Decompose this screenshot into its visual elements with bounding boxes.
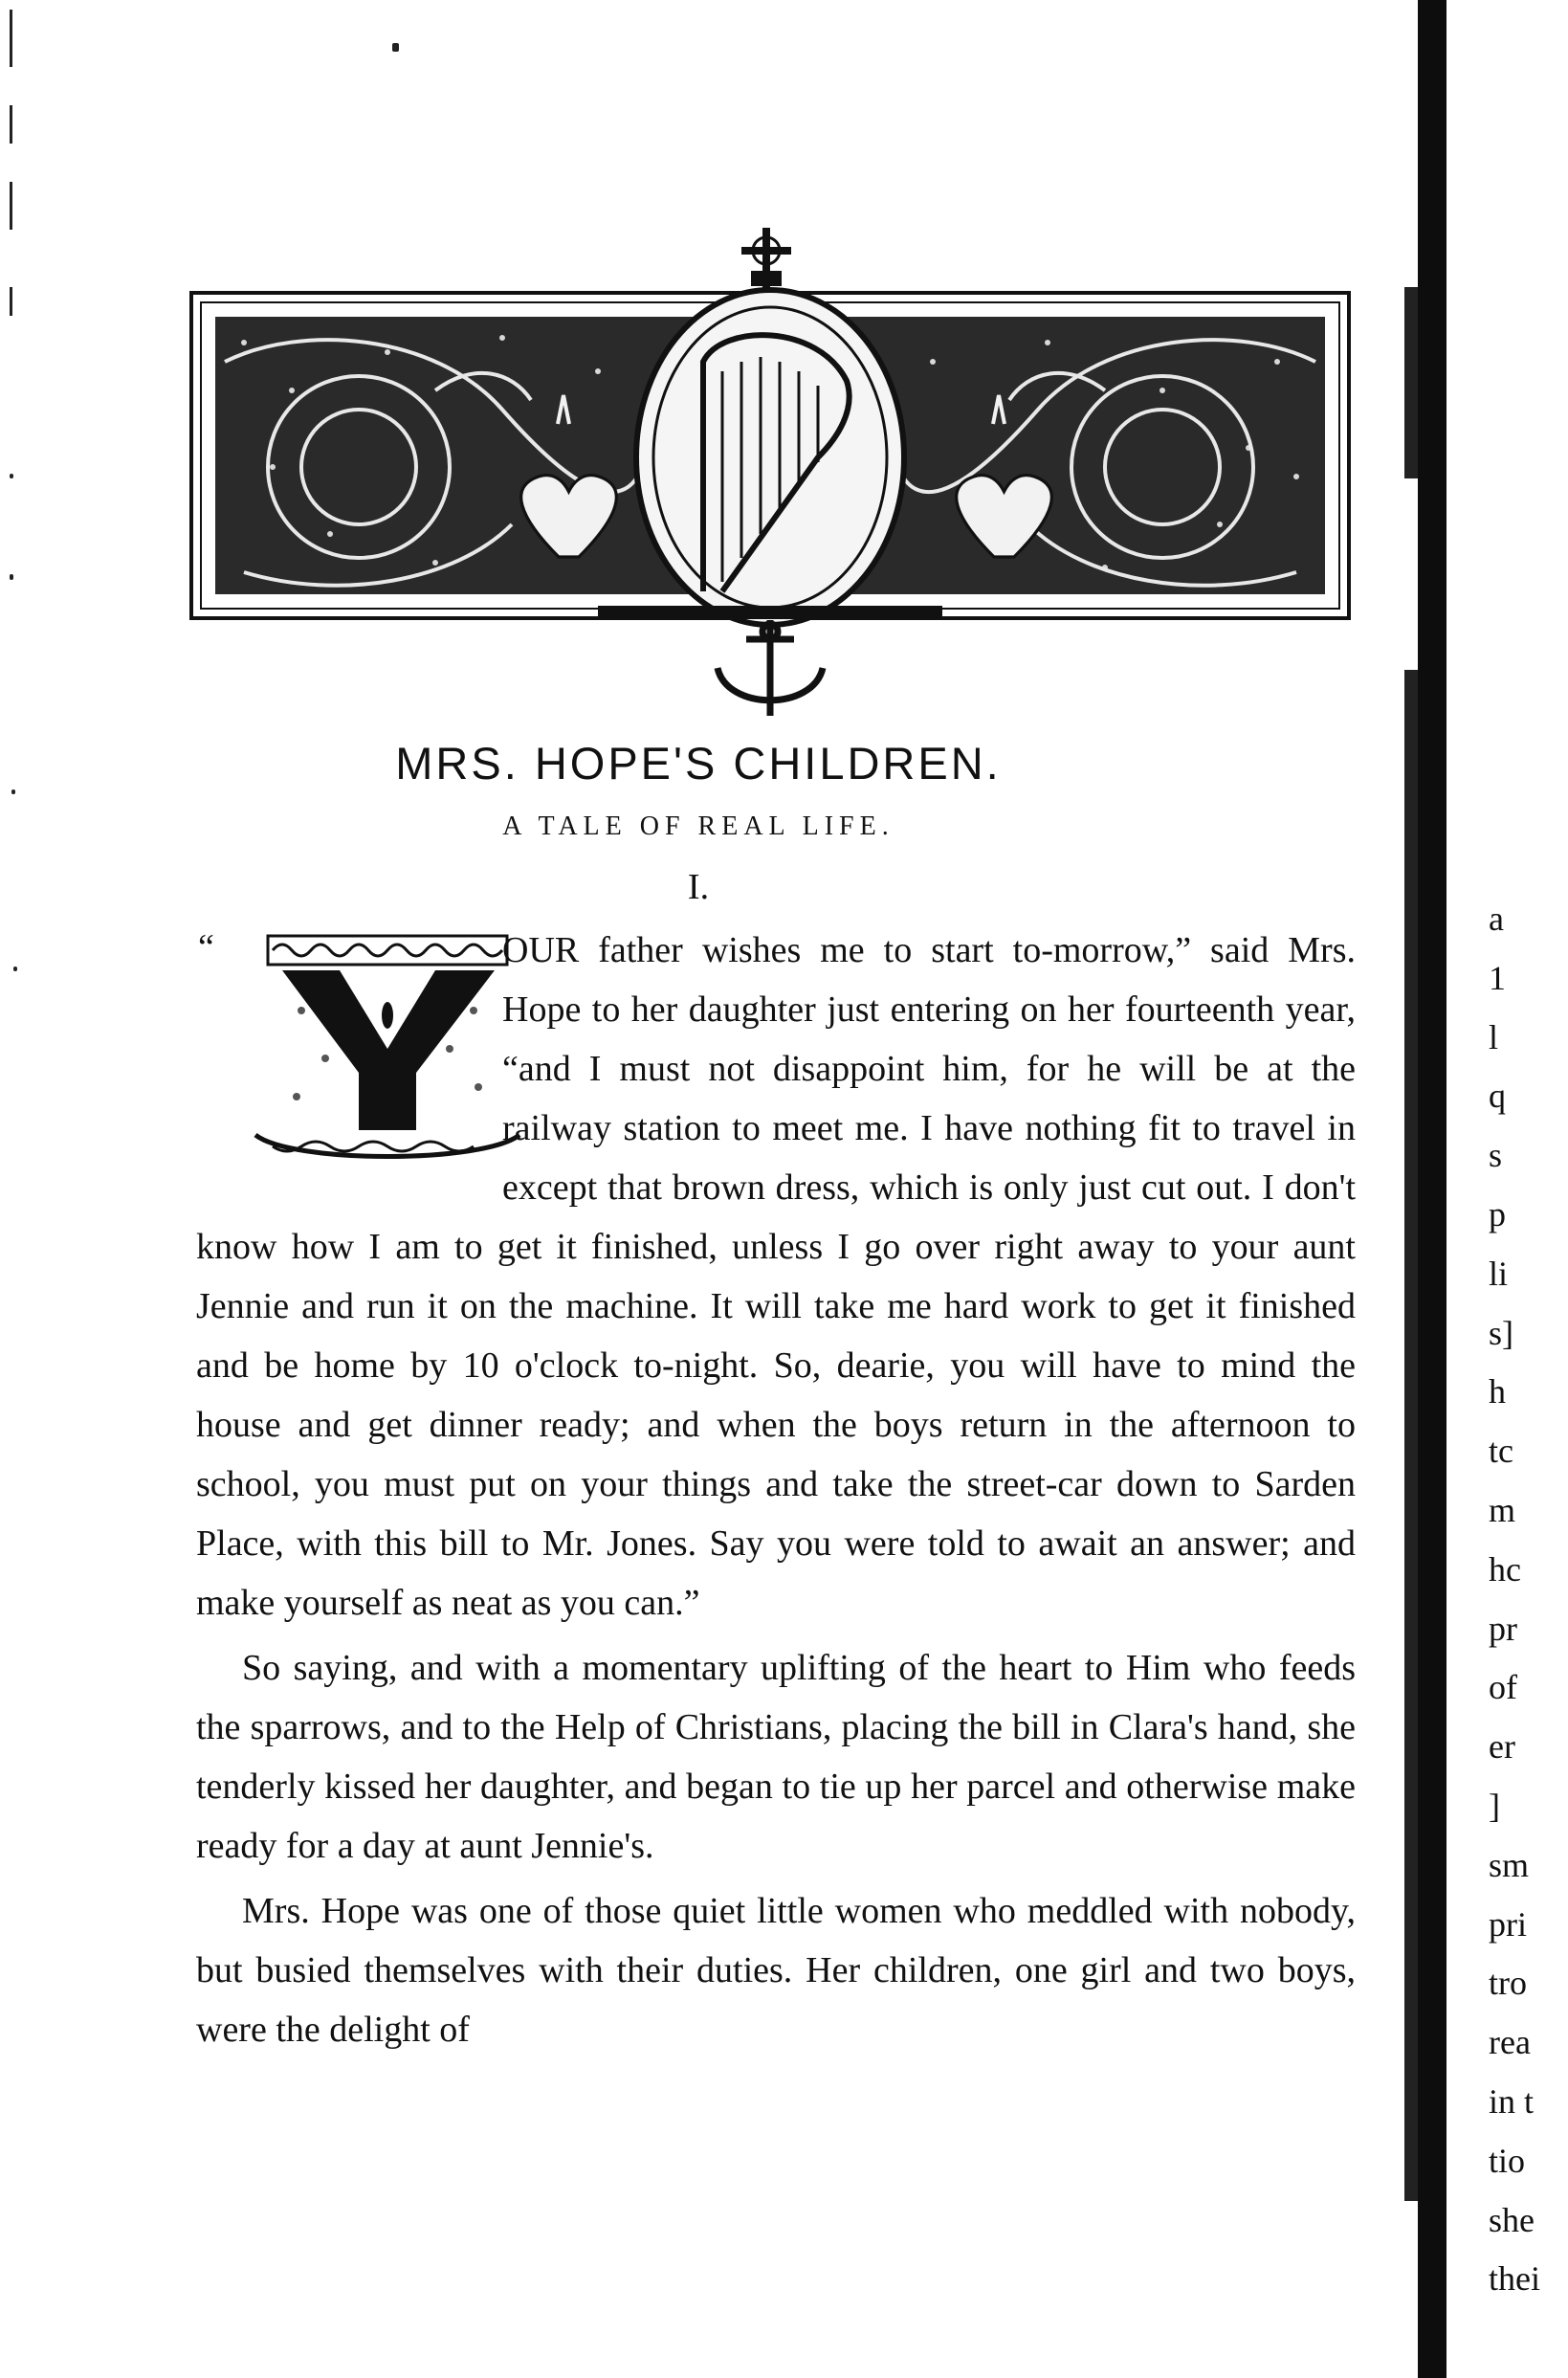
facing-page-fragment: rea: [1489, 2023, 1531, 2062]
opening-quote: “: [198, 927, 214, 967]
paragraph: So saying, and with a momentary uplifting of the heart to Him who feeds the sparrows, and to the Help of Christians, placing the bill in Clara's hand, she tenderly kissed her daughter, and began to tie up her parcel and otherwise make ready for a day at aunt Jennie's.: [196, 1648, 1356, 1866]
story-subtitle: A TALE OF REAL LIFE.: [502, 811, 894, 841]
facing-page-fragment: p: [1489, 1194, 1506, 1233]
facing-page-fragment: pri: [1489, 1904, 1527, 1944]
paragraph: Mrs. Hope was one of those quiet little women who meddled with nobody, but busied themselves with their duties. Her children, one girl and two boys, were the delight of: [196, 1891, 1356, 2050]
story-title: MRS. HOPE'S CHILDREN.: [395, 738, 1002, 789]
spine-speck: [1404, 670, 1418, 2201]
facing-page-fragment: l: [1489, 1017, 1499, 1056]
book-spine-shadow: [1418, 0, 1447, 2378]
scan-speck: [10, 474, 13, 478]
facing-page-fragment: thei: [1489, 2259, 1540, 2299]
chapter-number: I.: [687, 867, 710, 907]
facing-page-fragment: ]: [1489, 1786, 1500, 1825]
facing-page-fragment: li: [1489, 1254, 1509, 1293]
ornamental-banner: [187, 218, 1354, 725]
facing-page-fragment: 1: [1489, 958, 1506, 997]
drop-cap-letter: Y: [380, 964, 395, 985]
facing-page-fragment: hc: [1489, 1549, 1521, 1589]
anchor-icon: [718, 620, 823, 716]
facing-page-fragment: in t: [1489, 2081, 1535, 2121]
facing-page-fragment: pr: [1489, 1609, 1517, 1648]
facing-page-fragment: h: [1489, 1372, 1506, 1411]
story-body: [196, 921, 1356, 2059]
scan-speck: [11, 789, 15, 794]
facing-page-fragment: er: [1489, 1727, 1515, 1767]
facing-page-fragment: tc: [1489, 1432, 1513, 1471]
scan-speck: [13, 967, 17, 971]
facing-page-fragment: sm: [1489, 1845, 1530, 1884]
spine-speck: [1404, 287, 1418, 478]
scan-speck: [392, 43, 399, 52]
facing-page-fragment: s]: [1489, 1313, 1513, 1352]
scan-speck: [10, 574, 13, 580]
facing-page-fragments: [1489, 890, 1568, 2309]
paragraph: OUR father wishes me to start to-morrow,” said Mrs. Hope to her daughter just entering on her fourteenth year, “and I must not disappoint him, for he will be at the railway station to meet me. I have nothing fit to travel in except that brown dress, which is only just cut out. I don't know how I am to get it finished, unless I go over right away to your aunt Jennie and run it on the machine. It will take me hard work to get it finished and be home by 10 o'clock to-night. So, dearie, you will have to mind the house and get dinner ready; and when the boys return in the afternoon to school, you must put on your things and take the street-car down to Sarden Place, with this bill to Mr. Jones. Say you were told to await an answer; and make yourself as neat as you can.”: [196, 930, 1356, 1623]
facing-page-fragment: she: [1489, 2200, 1535, 2239]
facing-page-fragment: m: [1489, 1490, 1516, 1529]
gutter-scan-marks: [0, 0, 29, 2378]
facing-page-fragment: a: [1489, 900, 1504, 938]
facing-page-fragment: s: [1489, 1136, 1503, 1175]
facing-page-fragment: q: [1489, 1077, 1506, 1116]
facing-page-fragment: of: [1489, 1668, 1517, 1707]
drop-cap-space: [196, 921, 502, 1217]
facing-page-fragment: tio: [1489, 2141, 1526, 2180]
facing-page-fragment: tro: [1489, 1964, 1527, 2003]
